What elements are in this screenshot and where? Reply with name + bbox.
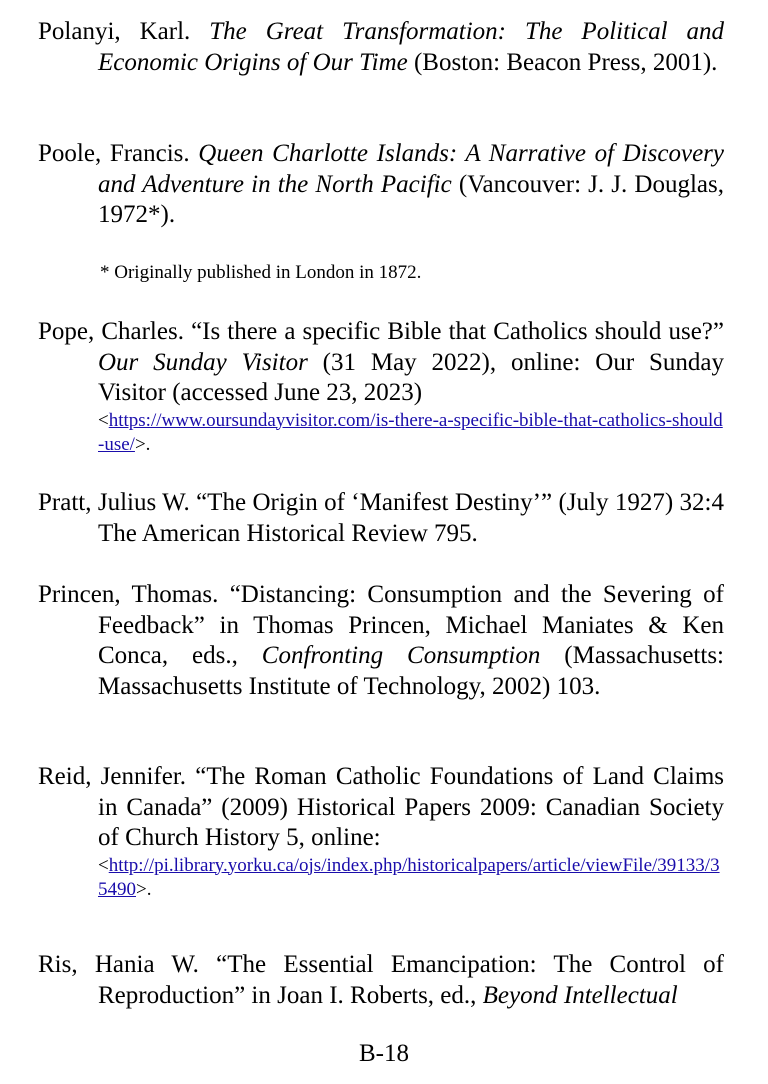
bibliography-entry-reid xyxy=(38,762,724,902)
bibliography-entry-pope xyxy=(38,317,724,457)
entry-url-line xyxy=(98,854,724,902)
bibliography-entry-pratt xyxy=(38,488,724,549)
entry-title: The Great Transformation: The Political and Economic Origins of Our Time xyxy=(98,18,724,76)
entry-author: Poole, Francis. xyxy=(38,140,190,167)
entry-author: Princen, Thomas. xyxy=(38,581,219,608)
bibliography-entry-polanyi xyxy=(38,17,724,78)
bibliography-entry-ris xyxy=(38,950,724,1011)
entry-publication-details: (Massachusetts: Massachusetts Institute of Technology, 2002) 103. xyxy=(98,642,725,700)
url-close-bracket: >. xyxy=(134,433,151,455)
page-number: B-18 xyxy=(359,1040,409,1067)
entry-publication: “The Origin of ‘Manifest Destiny’” (July 1927) 32:4 The American Historical Review 795. xyxy=(98,489,725,547)
url-open-bracket: < xyxy=(98,854,109,876)
entry-publication: (Boston: Beacon Press, 2001). xyxy=(407,48,718,76)
entry-title: Queen Charlotte Islands: A Narrative of Discovery and Adventure in the North Pacific xyxy=(98,140,725,198)
entry-author: Pratt, Julius W. xyxy=(38,489,190,516)
entry-url-link[interactable]: https://www.oursundayvisitor.com/is-there-a-specific-bible-that-catholics-should-use/ xyxy=(98,409,723,455)
entry-publication: (31 May 2022), online: Our Sunday Visitor (accessed June 23, 2023) xyxy=(98,348,724,406)
entry-title: Beyond Intellectual xyxy=(482,981,678,1009)
footnote: * Originally published in London in 1872. xyxy=(100,262,422,283)
entry-publication: “The Roman Catholic Foundations of Land Claims in Canada” (2009) Historical Papers 2009: Canadian Society of Church History 5, online: xyxy=(98,763,724,851)
entry-publication: “Distancing: Consumption and the Severing of Feedback” in Thomas Princen, Michael Maniates & Ken Conca, eds., xyxy=(98,581,724,669)
entry-author: Pope, Charles. xyxy=(38,318,184,345)
entry-author: Ris, Hania W. xyxy=(38,951,199,978)
entry-article-title: “Is there a specific Bible that Catholics should use?” xyxy=(191,318,724,345)
bibliography-entry-princen xyxy=(38,580,724,702)
entry-author: Polanyi, Karl. xyxy=(38,18,191,45)
entry-publication: “The Essential Emancipation: The Control of Reproduction” in Joan I. Roberts, ed., xyxy=(98,951,724,1009)
bibliography-entry-poole xyxy=(38,139,724,231)
entry-url-link[interactable]: http://pi.library.yorku.ca/ojs/index.php/historicalpapers/article/viewFile/39133/35490 xyxy=(98,854,720,900)
entry-publication: (Vancouver: J. J. Douglas, 1972*). xyxy=(98,170,724,228)
url-open-bracket: < xyxy=(98,409,109,431)
url-close-bracket: >. xyxy=(136,878,152,900)
entry-title: Our Sunday Visitor xyxy=(98,348,308,376)
entry-url-line xyxy=(98,409,724,457)
entry-title: Confronting Consumption xyxy=(261,642,541,669)
entry-author: Reid, Jennifer. xyxy=(38,763,187,790)
